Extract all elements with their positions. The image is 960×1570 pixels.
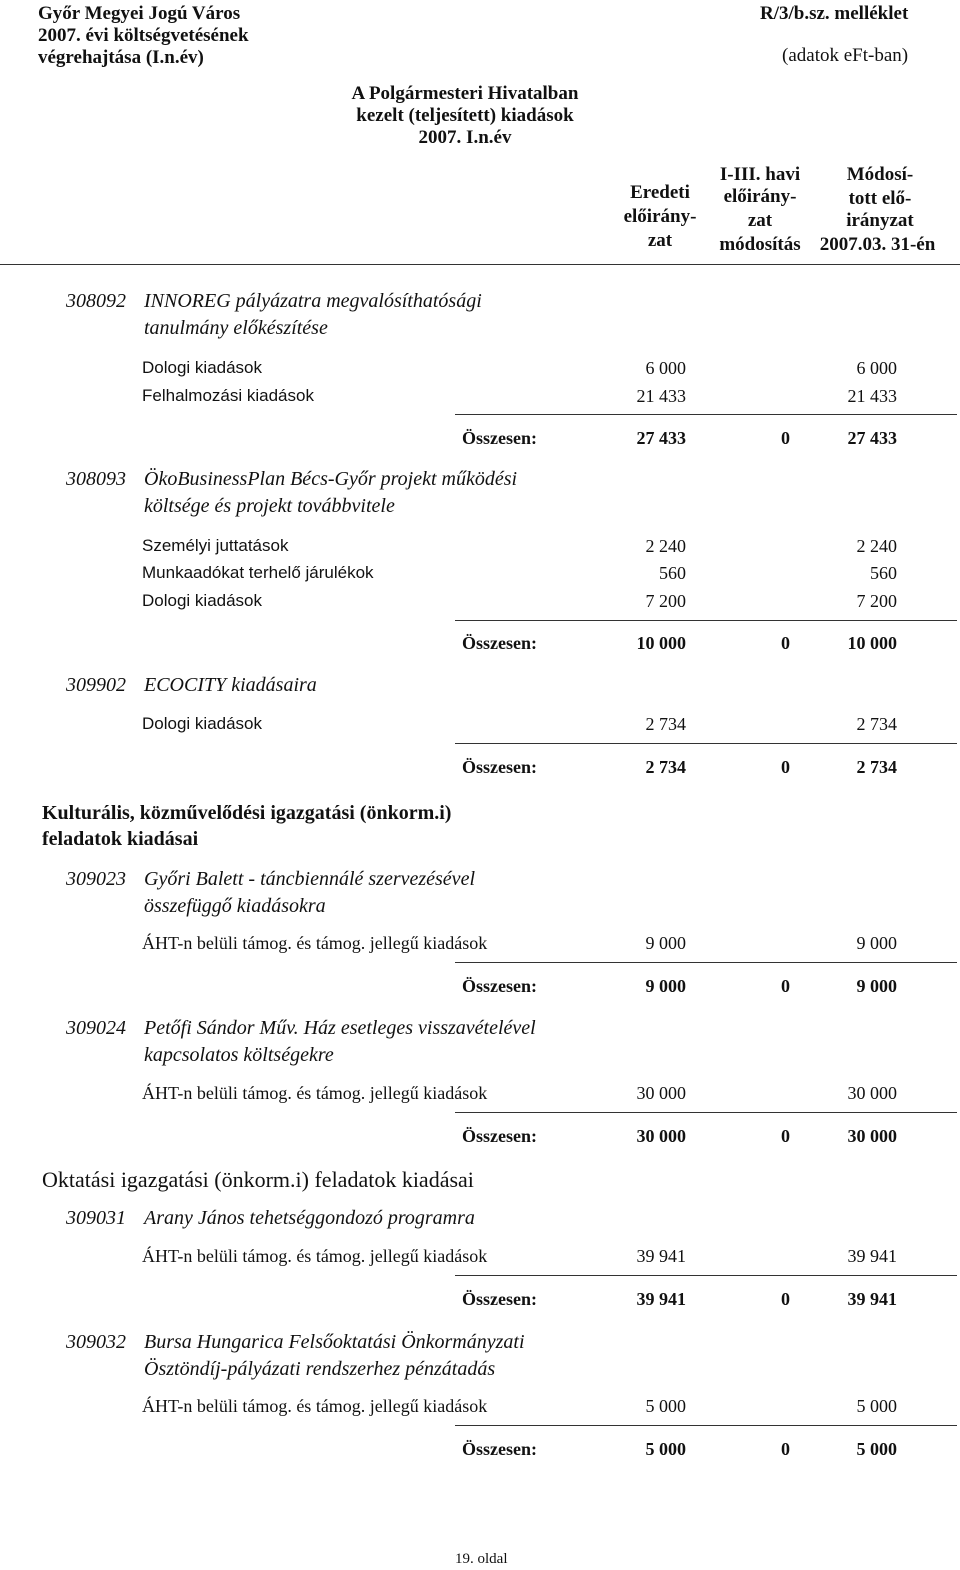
appendix-label: R/3/b.sz. melléklet [760, 3, 909, 24]
original-value: 6 000 [645, 358, 686, 378]
project-309032 [66, 1329, 525, 1355]
total-modification: 0 [781, 633, 790, 653]
col-modified-l1: Módosí- [846, 164, 914, 185]
units-label: (adatok eFt-ban) [782, 45, 909, 66]
total-divider [455, 620, 957, 621]
project-code: 309024 [66, 1017, 126, 1039]
section-heading-culture: Kulturális, közművelődési igazgatási (önkorm.i) [42, 802, 452, 824]
project-description-cont: Ösztöndíj-pályázati rendszerhez pénzátadás [144, 1358, 496, 1380]
modified-value: 7 200 [856, 591, 897, 611]
modified-value: 39 941 [847, 1246, 897, 1266]
project-description: INNOREG pályázatra megvalósíthatósági [144, 290, 482, 312]
total-original: 30 000 [636, 1126, 686, 1146]
total-divider [455, 1425, 957, 1426]
project-description-cont: kapcsolatos költségekre [144, 1044, 334, 1066]
modified-value: 2 734 [856, 714, 897, 734]
col-modified-l4: 2007.03. 31-én [819, 234, 936, 255]
total-label: Összesen: [462, 633, 537, 653]
section-heading-culture-cont: feladatok kiadásai [42, 828, 199, 850]
page-number: 19. oldal [455, 1551, 508, 1567]
total-original: 10 000 [636, 633, 686, 653]
row-label: Dologi kiadások [142, 358, 263, 377]
col-modification-l3: zat [747, 210, 773, 231]
project-description: Győri Balett - táncbiennálé szervezésével [144, 868, 475, 890]
project-309902 [66, 672, 317, 698]
project-description: Bursa Hungarica Felsőoktatási Önkormányzati [144, 1331, 525, 1353]
total-label: Összesen: [462, 1126, 537, 1146]
modified-value: 2 240 [856, 536, 897, 556]
row-label: Felhalmozási kiadások [142, 386, 314, 405]
project-description: ECOCITY kiadásaira [144, 674, 317, 696]
original-value: 2 734 [645, 714, 686, 734]
original-value: 39 941 [636, 1246, 686, 1266]
project-308092 [66, 288, 482, 314]
row-label: ÁHT-n belüli támog. és támog. jellegű kiadások [142, 1396, 488, 1416]
original-value: 5 000 [645, 1396, 686, 1416]
total-modification: 0 [781, 976, 790, 996]
city-name: Győr Megyei Jogú Város [38, 3, 241, 24]
project-description-cont: összefüggő kiadásokra [144, 895, 326, 917]
total-original: 9 000 [645, 976, 686, 996]
modified-value: 560 [870, 563, 897, 583]
project-309024 [66, 1015, 536, 1041]
total-modification: 0 [781, 428, 790, 448]
col-modified-l2: tott elő- [848, 188, 912, 209]
row-label: ÁHT-n belüli támog. és támog. jellegű kiadások [142, 1246, 488, 1266]
header-divider [0, 264, 960, 265]
original-value: 9 000 [645, 933, 686, 953]
col-original-l2: előirány- [623, 206, 697, 227]
document-title: A Polgármesteri Hivatalban [351, 83, 579, 104]
project-code: 308092 [66, 290, 126, 312]
col-modification-l4: módosítás [719, 234, 801, 255]
section-heading-education: Oktatási igazgatási (önkorm.i) feladatok kiadásai [42, 1167, 474, 1192]
total-divider [455, 414, 957, 415]
total-original: 27 433 [636, 428, 686, 448]
total-modification: 0 [781, 1289, 790, 1309]
row-label: ÁHT-n belüli támog. és támog. jellegű kiadások [142, 1083, 488, 1103]
original-value: 7 200 [645, 591, 686, 611]
total-modification: 0 [781, 1439, 790, 1459]
total-modified: 27 433 [847, 428, 897, 448]
budget-year: 2007. évi költségvetésének [38, 25, 249, 46]
total-modified: 9 000 [856, 976, 897, 996]
project-description: Arany János tehetséggondozó programra [144, 1207, 475, 1229]
total-divider [455, 1275, 957, 1276]
modified-value: 5 000 [856, 1396, 897, 1416]
total-label: Összesen: [462, 428, 537, 448]
total-modified: 39 941 [847, 1289, 897, 1309]
total-modified: 30 000 [847, 1126, 897, 1146]
project-description: Petőfi Sándor Műv. Ház esetleges visszavételével [144, 1017, 536, 1039]
total-label: Összesen: [462, 976, 537, 996]
total-label: Összesen: [462, 1439, 537, 1459]
project-code: 309031 [66, 1207, 126, 1229]
project-308093 [66, 466, 518, 492]
row-label: Személyi juttatások [142, 536, 289, 555]
project-code: 309023 [66, 868, 126, 890]
row-label: Dologi kiadások [142, 591, 263, 610]
modified-value: 30 000 [847, 1083, 897, 1103]
project-description-cont: tanulmány előkészítése [144, 317, 328, 339]
total-modification: 0 [781, 1126, 790, 1146]
document-subtitle: kezelt (teljesített) kiadások [356, 105, 574, 126]
original-value: 2 240 [645, 536, 686, 556]
col-modified-l3: irányzat [846, 210, 914, 231]
execution-period: végrehajtása (I.n.év) [38, 47, 204, 68]
original-value: 30 000 [636, 1083, 686, 1103]
col-original-l3: zat [647, 230, 673, 251]
total-modified: 10 000 [847, 633, 897, 653]
modified-value: 21 433 [847, 386, 897, 406]
total-divider [455, 743, 957, 744]
modified-value: 6 000 [856, 358, 897, 378]
total-divider [455, 962, 957, 963]
original-value: 21 433 [636, 386, 686, 406]
total-original: 5 000 [645, 1439, 686, 1459]
total-label: Összesen: [462, 1289, 537, 1309]
original-value: 560 [659, 563, 686, 583]
total-modified: 2 734 [856, 757, 897, 777]
total-modified: 5 000 [856, 1439, 897, 1459]
total-original: 2 734 [645, 757, 686, 777]
total-divider [455, 1112, 957, 1113]
row-label: Munkaadókat terhelő járulékok [142, 563, 374, 582]
project-code: 309902 [66, 674, 126, 696]
col-modification-l1: I-III. havi [719, 164, 801, 185]
project-309031 [66, 1205, 475, 1231]
total-label: Összesen: [462, 757, 537, 777]
col-original-l1: Eredeti [630, 182, 690, 203]
row-label: Dologi kiadások [142, 714, 263, 733]
project-code: 309032 [66, 1331, 126, 1353]
project-description-cont: költsége és projekt továbbvitele [144, 495, 395, 517]
row-label: ÁHT-n belüli támog. és támog. jellegű kiadások [142, 933, 488, 953]
modified-value: 9 000 [856, 933, 897, 953]
project-309023 [66, 866, 475, 892]
col-modification-l2: előirány- [723, 186, 797, 207]
project-code: 308093 [66, 468, 126, 490]
total-modification: 0 [781, 757, 790, 777]
project-description: ÖkoBusinessPlan Bécs-Győr projekt működési [144, 468, 518, 490]
total-original: 39 941 [636, 1289, 686, 1309]
document-period: 2007. I.n.év [418, 127, 512, 148]
